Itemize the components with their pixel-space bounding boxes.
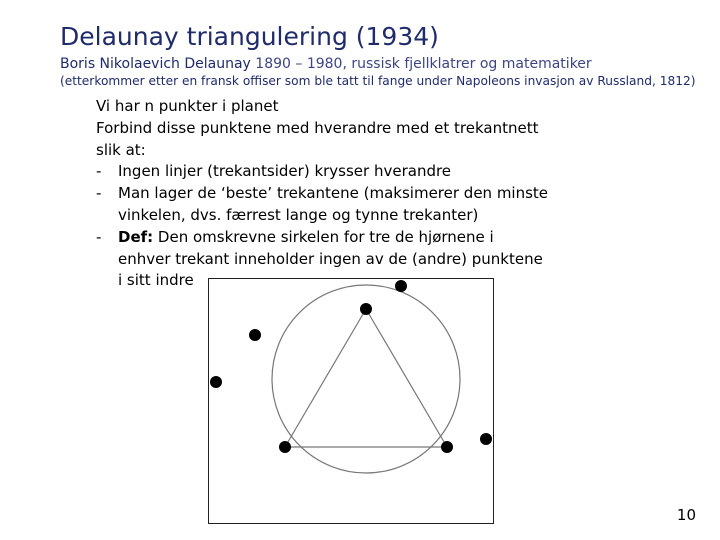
- subtitle-name: Boris Nikolaevich Delaunay: [60, 56, 251, 72]
- body-line-2: Forbind disse punktene med hverandre med et trekantnett: [96, 118, 539, 137]
- slide-note: (etterkommer etter en fransk offiser som ble tatt til fange under Napoleons invasjon av Russland, 1812): [60, 74, 696, 88]
- triangle: [285, 309, 447, 447]
- slide-title: Delaunay triangulering (1934): [60, 22, 439, 51]
- outside-point: [249, 329, 261, 341]
- bullet-1-text: Ingen linjer (trekantsider) krysser hverandre: [118, 162, 452, 181]
- bullet-3-text-c: i sitt indre: [118, 271, 194, 290]
- bullet-2-text-b: vinkelen, dvs. færrest lange og tynne trekanter): [118, 205, 479, 224]
- page-number: 10: [676, 506, 696, 524]
- definition-label: Def:: [118, 227, 154, 246]
- bullet-dash: -: [96, 227, 102, 246]
- outside-point: [210, 376, 222, 388]
- vertex-point: [441, 441, 453, 453]
- subtitle-dates: 1890 – 1980, russisk fjellklatrer og matematiker: [250, 56, 592, 72]
- bullet-dash: -: [96, 162, 102, 181]
- outside-point: [395, 280, 407, 292]
- bullet-2-text-a: Man lager de ‘beste’ trekantene (maksimerer den minste: [118, 184, 549, 203]
- body-line-3: slik at:: [96, 140, 146, 159]
- vertex-point: [279, 441, 291, 453]
- bullet-3-text-a: Den omskrevne sirkelen for tre de hjørnene i: [153, 227, 494, 246]
- outside-point: [480, 433, 492, 445]
- bullet-dash: -: [96, 184, 102, 203]
- vertex-point: [360, 303, 372, 315]
- bullet-3-text-b: enhver trekant inneholder ingen av de (andre) punktene: [118, 249, 543, 268]
- body-line-1: Vi har n punkter i planet: [96, 97, 279, 115]
